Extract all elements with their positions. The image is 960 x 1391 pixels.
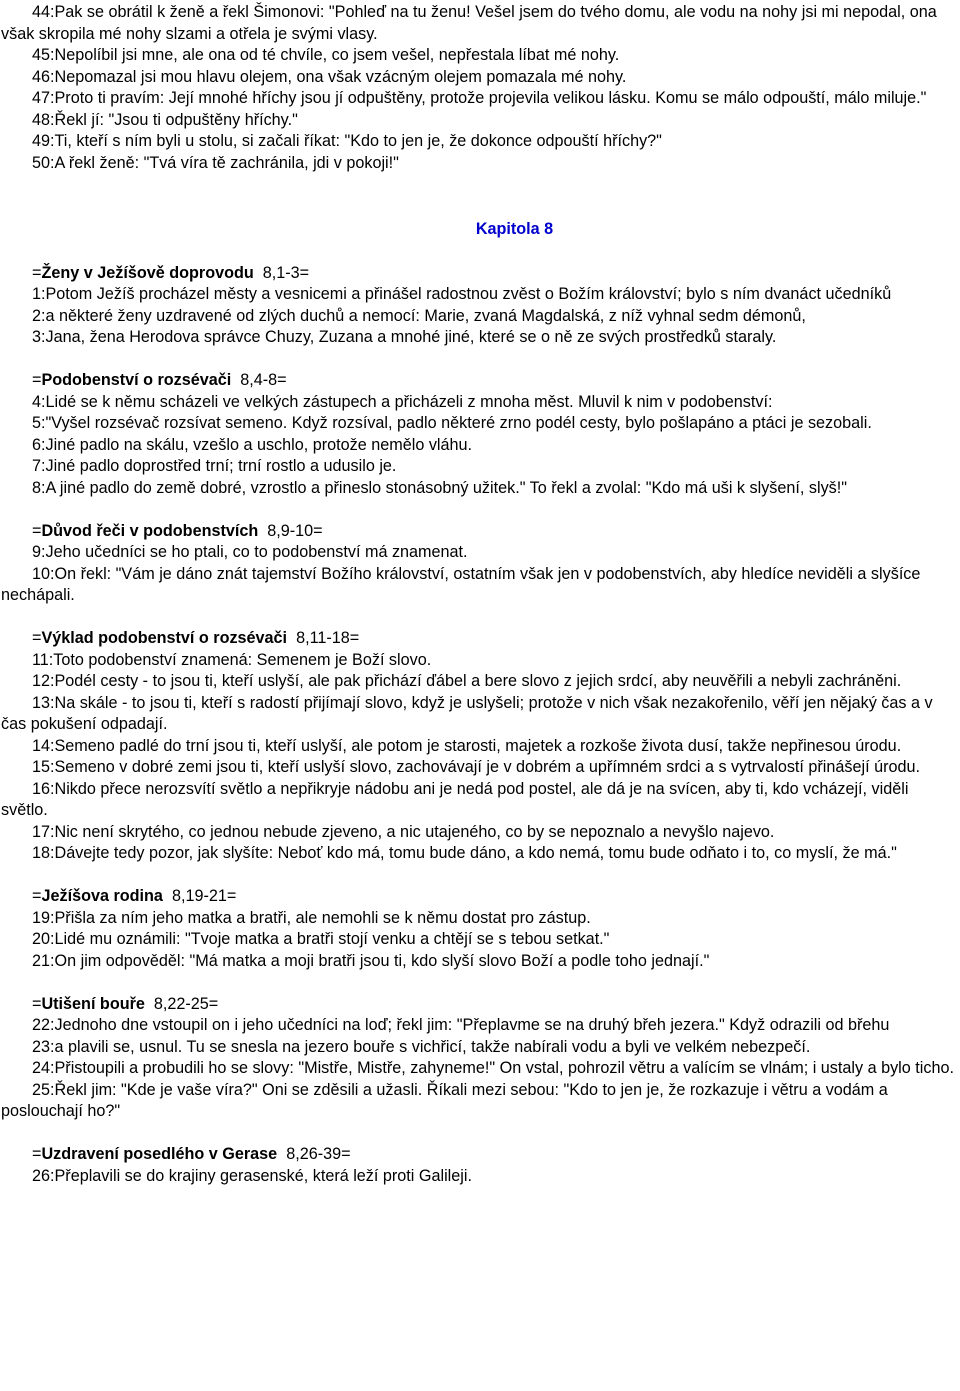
section-prefix: = [32,887,42,905]
verse: 1:Potom Ježíš procházel městy a vesnicemi a přinášel radostnou zvěst o Božím království; bylo s ním dvanáct učedníků [32,285,892,303]
section-heading [1,263,958,285]
sections [1,263,958,1188]
verse: 21:On jim odpověděl: "Má matka a moji bratři jsou ti, kdo slyší slovo Boží a podle toho jednají." [32,951,710,970]
section-reference: 8,1-3= [262,263,310,282]
section-title: Podobenství o rozsévači [41,371,232,389]
chapter-title: Kapitola 8 [475,220,554,238]
verse: 14:Semeno padlé do trní jsou ti, kteří uslyší, ale potom je starosti, majetek a rozkoše života dusí, takže nepřinesou úrodu. [32,736,902,755]
verse: 26:Přeplavili se do krajiny gerasenské, která leží proti Galileji. [32,1166,472,1185]
section-prefix: = [32,994,42,1013]
verse: 49:Ti, kteří s ním byli u stolu, si začali říkat: "Kdo to jen je, že dokonce odpouští hříchy?" [32,132,662,150]
verse: 13:Na skále - to jsou ti, kteří s radostí přijímají slovo, když je uslyšeli; protože v nich však nezakořenilo, věří jen nějaký čas a v čas pokušení odpadají. [1,693,933,733]
verse: 24:Přistoupili a probudili ho se slovy: "Mistře, Mistře, zahyneme!" On vstal, pohrozil větru a valícím se vlnám; i ustaly a bylo ticho. [32,1059,954,1077]
section-gap [1,499,958,521]
verse: 15:Semeno v dobré zemi jsou ti, kteří uslyší slovo, zachovávají je v dobrém a upřímném srdci a s vytrvalostí přinášejí úrodu. [32,758,920,776]
section-heading [1,628,958,650]
section [1,1123,958,1188]
verse: 44:Pak se obrátil k ženě a řekl Šimonovi: "Pohleď na tu ženu! Vešel jsem do tvého domu, ale vodu na nohy jsi mi nepodal, ona však skropila mé nohy slzami a otřela je svými vlasy. [1,3,937,43]
verse: 47:Proto ti pravím: Její mnohé hříchy jsou jí odpuštěny, protože projevila velikou lásku. Komu se málo odpouští, málo miluje." [32,89,927,107]
section-title: Výklad podobenství o rozsévači [41,629,288,647]
section-reference: 8,11-18= [296,629,360,647]
section [1,972,958,1123]
verse: 19:Přišla za ním jeho matka a bratři, ale nemohli se k němu dostat pro zástup. [32,908,591,927]
section-prefix: = [32,263,42,282]
verse: 20:Lidé mu oznámili: "Tvoje matka a bratři stojí venku a chtějí se s tebou setkat." [32,930,610,948]
section-gap [1,865,958,887]
section-gap [1,607,958,629]
verse: 22:Jednoho dne vstoupil on i jeho učedníci na loď; řekl jim: "Přeplavme se na druhý břeh jezera." Když odrazili od břehu [32,1016,890,1034]
section-prefix: = [32,371,42,389]
section-title: Utišení bouře [41,994,145,1013]
section-heading [1,370,958,392]
verse: 17:Nic není skrytého, co jednou nebude zjeveno, a nic utajeného, co by se nepoznalo a nevyšlo najevo. [32,822,775,841]
section-reference: 8,22-25= [153,994,219,1013]
intro-verses [1,2,958,174]
verse: 5:"Vyšel rozsévač rozsívat semeno. Když rozsíval, padlo některé zrno podél cesty, bylo pošlapáno a ptáci je sezobali. [32,414,872,432]
verse: 25:Řekl jim: "Kde je vaše víra?" Oni se zděsili a užasli. Říkali mezi sebou: "Kdo to jen je, že rozkazuje i větru a vodám a poslouchají ho?" [1,1080,888,1120]
section [1,263,958,349]
section-title: Důvod řeči v podobenstvích [41,521,259,540]
section [1,607,958,865]
verse: 16:Nikdo přece nerozsvítí světlo a nepřikryje nádobu ani je nedá pod postel, ale dá je na svícen, aby ti, kdo vcházejí, viděli světlo. [1,779,909,819]
verse: 7:Jiné padlo doprostřed trní; trní rostlo a udusilo je. [32,457,397,475]
section-gap [1,349,958,371]
section-reference: 8,4-8= [240,371,287,389]
verse: 3:Jana, žena Herodova správce Chuzy, Zuzana a mnohé jiné, které se o ně ze svých prostředků staraly. [32,328,777,346]
section-title: Uzdravení posedlého v Gerase [41,1145,278,1163]
section-gap [1,972,958,994]
document-page [0,2,958,1187]
verse: 11:Toto podobenství znamená: Semenem je Boží slovo. [32,650,432,669]
verse: 46:Nepomazal jsi mou hlavu olejem, ona však vzácným olejem pomazala mé nohy. [32,67,627,86]
verse: 9:Jeho učedníci se ho ptali, co to podobenství má znamenat. [32,543,468,561]
section-prefix: = [32,629,42,647]
section [1,499,958,607]
section-title: Ježíšova rodina [41,887,163,905]
verse: 45:Nepolíbil jsi mne, ale ona od té chvíle, co jsem vešel, nepřestala líbat mé nohy. [32,46,620,64]
section-heading [1,994,958,1016]
verse: 2:a některé ženy uzdravené od zlých duchů a nemocí: Marie, zvaná Magdalská, z níž vyhnal sedm démonů, [32,306,806,325]
section-prefix: = [32,521,42,540]
section-reference: 8,19-21= [171,887,237,905]
section-prefix: = [32,1145,42,1163]
section [1,865,958,973]
section-heading [1,1144,958,1166]
verse: 6:Jiné padlo na skálu, vzešlo a uschlo, protože nemělo vláhu. [32,435,473,454]
section-reference: 8,26-39= [286,1145,351,1163]
verse: 23:a plavili se, usnul. Tu se snesla na jezero bouře s vichřicí, takže nabírali vodu a byli ve velkém nebezpečí. [32,1037,811,1056]
verse: 48:Řekl jí: "Jsou ti odpuštěny hříchy." [32,110,298,129]
verse: 18:Dávejte tedy pozor, jak slyšíte: Neboť kdo má, tomu bude dáno, a kdo nemá, tomu bude odňato i to, co myslí, že má." [32,844,897,862]
verse: 50:A řekl ženě: "Tvá víra tě zachránila, jdi v pokoji!" [32,153,399,172]
section [1,349,958,500]
section-heading [1,521,958,543]
verse: 8:A jiné padlo do země dobré, vzrostlo a přineslo stonásobný užitek." To řekl a zvolal: "Kdo má uši k slyšení, slyš!" [32,478,848,497]
section-title: Ženy v Ježíšově doprovodu [41,263,254,282]
section-heading [1,886,958,908]
section-gap [1,1123,958,1145]
verse: 12:Podél cesty - to jsou ti, kteří uslyší, ale pak přichází ďábel a bere slovo z jejich srdcí, aby neuvěřili a nebyli zachráněni. [32,672,902,690]
verse: 4:Lidé se k němu scházeli ve velkých zástupech a přicházeli z mnoha měst. Mluvil k nim v podobenství: [32,392,773,411]
verse: 10:On řekl: "Vám je dáno znát tajemství Božího království, ostatním však jen v podobenstvích, aby hledíce neviděli a slyšíce nechápali. [1,564,921,604]
section-reference: 8,9-10= [267,521,323,540]
